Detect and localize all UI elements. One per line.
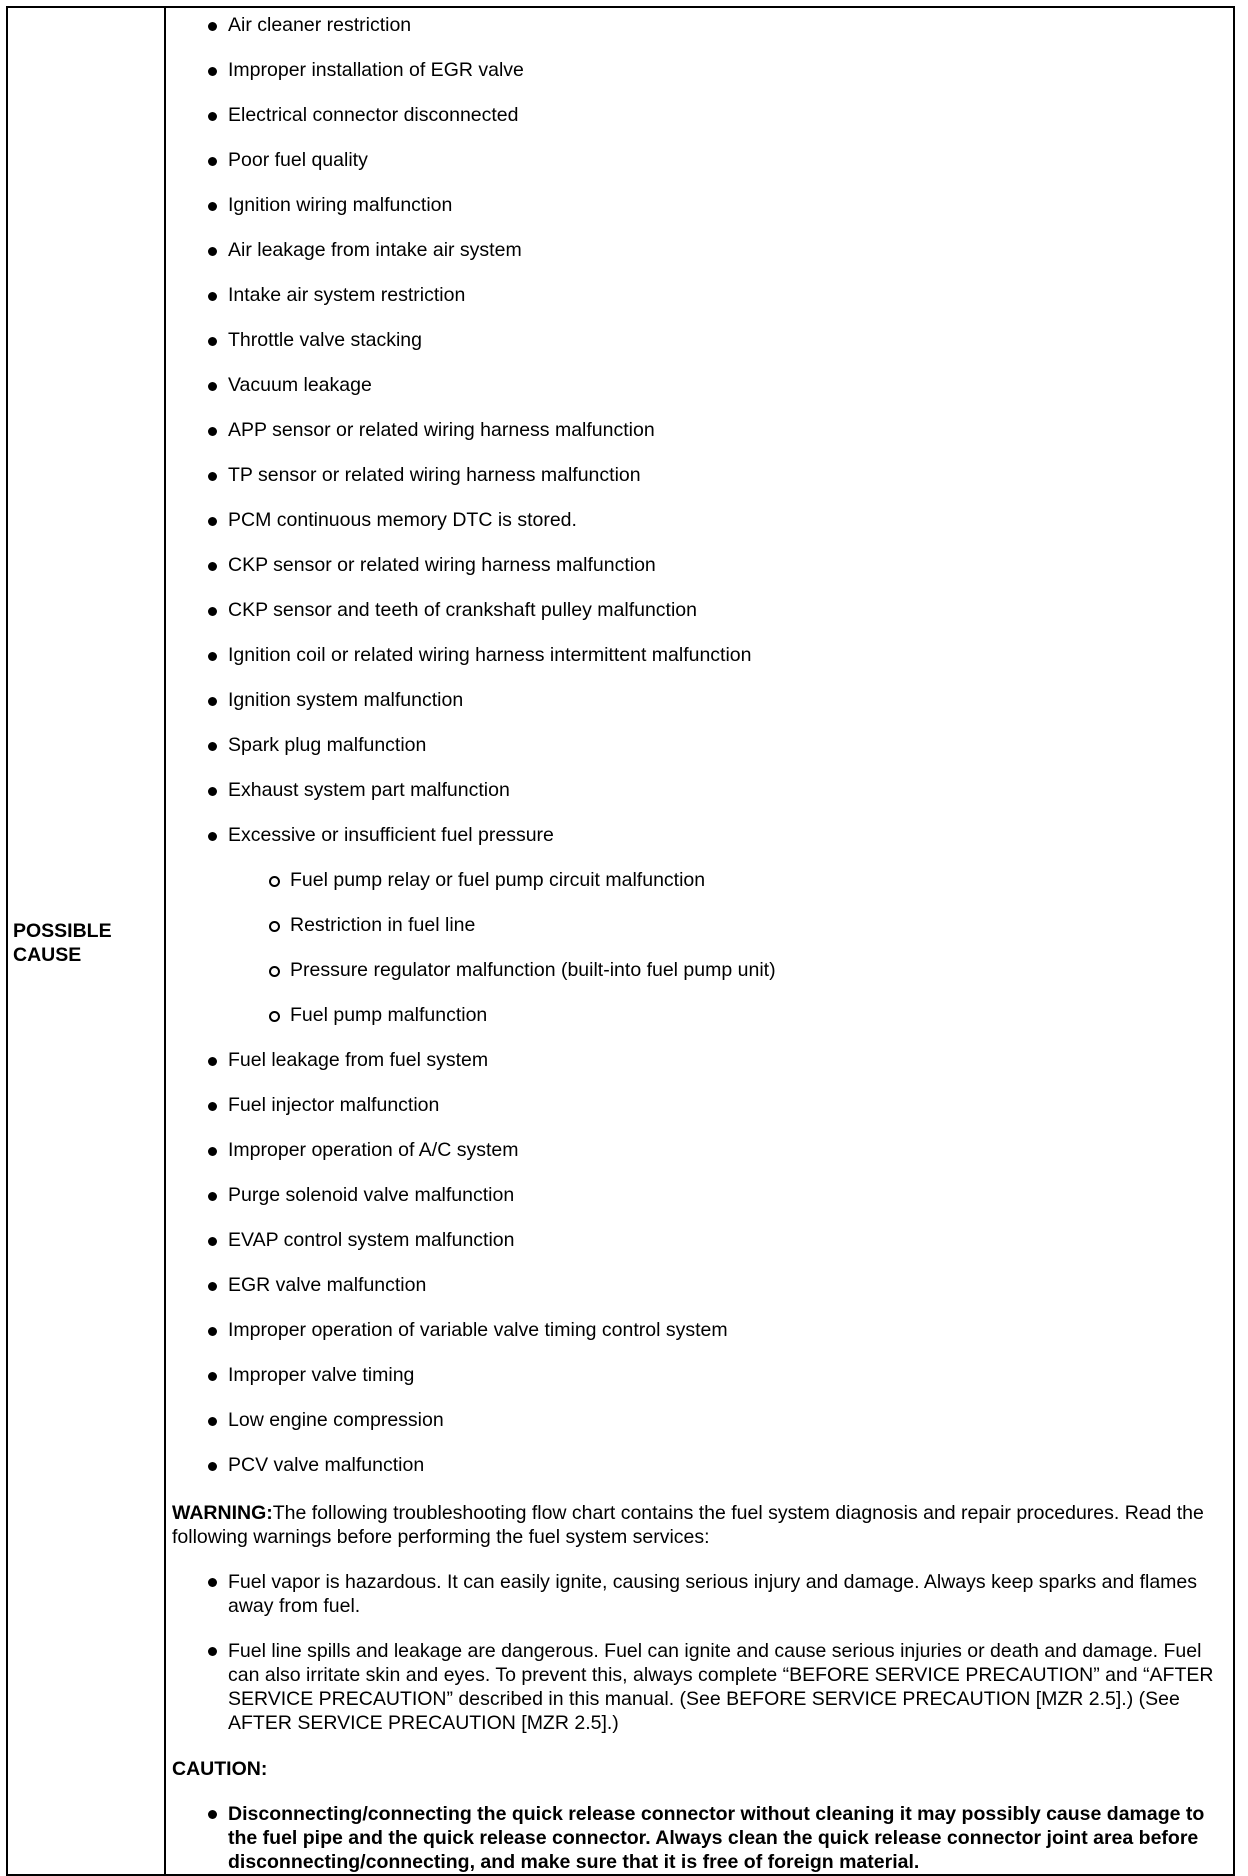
cause-item: APP sensor or related wiring harness malfunction	[172, 413, 1219, 458]
cause-item: Exhaust system part malfunction	[172, 773, 1219, 818]
sub-cause-item: Pressure regulator malfunction (built-into fuel pump unit)	[172, 953, 1219, 998]
possible-cause-label	[8, 919, 112, 967]
caution-label: CAUTION:	[172, 1758, 268, 1780]
warning-list	[172, 1570, 1219, 1735]
cause-item: Improper operation of variable valve timing control system	[172, 1313, 1219, 1358]
cause-item: EGR valve malfunction	[172, 1268, 1219, 1313]
sub-cause-item: Restriction in fuel line	[172, 908, 1219, 953]
caution-list	[172, 1802, 1219, 1874]
cause-item: CKP sensor and teeth of crankshaft pulley malfunction	[172, 593, 1219, 638]
cause-item: Electrical connector disconnected	[172, 98, 1219, 143]
cause-item: Vacuum leakage	[172, 368, 1219, 413]
cause-item: PCM continuous memory DTC is stored.	[172, 503, 1219, 548]
warning-label: WARNING:	[172, 1502, 273, 1524]
warning-item: Fuel vapor is hazardous. It can easily ignite, causing serious injury and damage. Always keep sparks and flames away from fuel.	[172, 1570, 1219, 1618]
warning-item: Fuel line spills and leakage are dangerous. Fuel can ignite and cause serious injuries or death and damage. Fuel can also irritate skin and eyes. To prevent this, always complete “BEFORE SERVICE PRECAUTION” and “AFTER SERVICE PRECAUTION” described in this manual. (See BEFORE SERVICE PRECAUTION [MZR 2.5].) (See AFTER SERVICE PRECAUTION [MZR 2.5].)	[172, 1639, 1219, 1735]
cause-list	[172, 8, 1219, 1493]
sub-cause-item: Fuel pump malfunction	[172, 998, 1219, 1043]
cause-item: PCV valve malfunction	[172, 1448, 1219, 1493]
warning-text: The following troubleshooting flow chart contains the fuel system diagnosis and repair procedures. Read the following warnings before performing the fuel system services:	[172, 1502, 1204, 1548]
cause-item: CKP sensor or related wiring harness malfunction	[172, 548, 1219, 593]
content-cell	[166, 8, 1233, 1874]
warning-paragraph	[172, 1501, 1219, 1549]
caution-item: Disconnecting/connecting the quick release connector without cleaning it may possibly cause damage to the fuel pipe and the quick release connector. Always clean the quick release connector joint area before disconnecting/connecting, and make sure that it is free of foreign material.	[172, 1802, 1219, 1874]
cause-item: Ignition coil or related wiring harness intermittent malfunction	[172, 638, 1219, 683]
label-cell	[8, 8, 166, 1874]
label-line-2: CAUSE	[13, 944, 82, 966]
label-line-1: POSSIBLE	[13, 920, 112, 942]
sub-cause-item: Fuel pump relay or fuel pump circuit malfunction	[172, 863, 1219, 908]
cause-item: Spark plug malfunction	[172, 728, 1219, 773]
cause-item: Air cleaner restriction	[172, 8, 1219, 53]
cause-item: Purge solenoid valve malfunction	[172, 1178, 1219, 1223]
cause-item: Excessive or insufficient fuel pressure	[172, 818, 1219, 863]
cause-item: Throttle valve stacking	[172, 323, 1219, 368]
cause-item: Fuel injector malfunction	[172, 1088, 1219, 1133]
cause-item: Ignition wiring malfunction	[172, 188, 1219, 233]
cause-item: Poor fuel quality	[172, 143, 1219, 188]
cause-item: EVAP control system malfunction	[172, 1223, 1219, 1268]
cause-item: Improper installation of EGR valve	[172, 53, 1219, 98]
cause-item: Fuel leakage from fuel system	[172, 1043, 1219, 1088]
cause-item: Intake air system restriction	[172, 278, 1219, 323]
cause-item: Low engine compression	[172, 1403, 1219, 1448]
cause-item: TP sensor or related wiring harness malfunction	[172, 458, 1219, 503]
cause-item: Ignition system malfunction	[172, 683, 1219, 728]
diagnosis-table	[6, 6, 1235, 1876]
cause-item: Improper valve timing	[172, 1358, 1219, 1403]
cause-item: Improper operation of A/C system	[172, 1133, 1219, 1178]
cause-item: Air leakage from intake air system	[172, 233, 1219, 278]
